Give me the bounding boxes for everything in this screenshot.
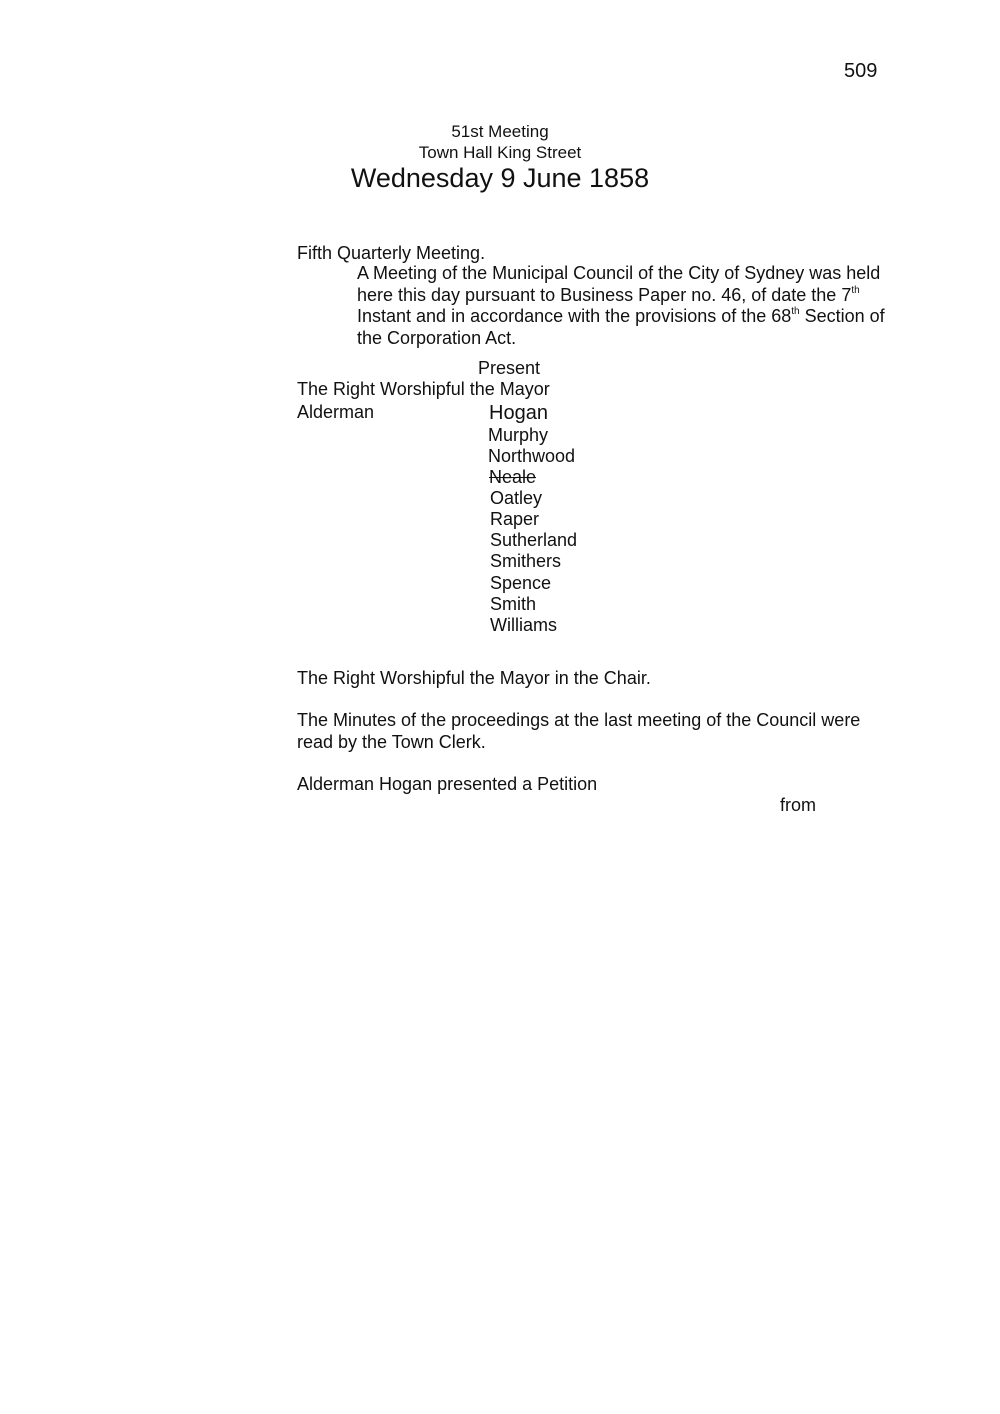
alderman-name: Smithers (490, 551, 562, 571)
mayor-attendee: The Right Worshipful the Mayor (297, 379, 550, 399)
ordinal-suffix: th (791, 306, 800, 317)
intro-line: A Meeting of the Municipal Council of the City of Sydney was held (357, 263, 881, 283)
intro-line (357, 285, 917, 307)
intro-text: Section of (799, 306, 885, 326)
meeting-venue: Town Hall King Street (418, 143, 582, 162)
alderman-name: Murphy (488, 425, 549, 445)
minutes-paragraph (297, 710, 897, 753)
minutes-line: read by the Town Clerk. (297, 731, 486, 752)
ordinal-suffix: th (851, 284, 860, 296)
intro-paragraph (357, 263, 917, 349)
present-label: Present (478, 358, 541, 378)
alderman-name: Northwood (488, 446, 576, 466)
section-title: Fifth Quarterly Meeting. (297, 243, 486, 263)
intro-line (357, 306, 917, 328)
petition-statement: Alderman Hogan presented a Petition (297, 774, 598, 794)
alderman-name: Raper (490, 509, 540, 529)
alderman-name: Williams (490, 615, 557, 635)
alderman-name: Neale (489, 467, 537, 487)
alderman-name: Spence (490, 573, 552, 593)
alderman-name: Oatley (490, 488, 543, 508)
alderman-name: Smith (490, 594, 537, 614)
minutes-line: The Minutes of the proceedings at the last meeting of the Council were (297, 710, 861, 730)
alderman-name: Sutherland (490, 530, 578, 550)
alderman-label: Alderman (297, 402, 375, 422)
intro-text: Instant and in accordance with the provisions of the 68 (357, 306, 792, 326)
intro-line: the Corporation Act. (357, 327, 517, 348)
intro-text: here this day pursuant to Business Paper no. 46, of date the 7 (357, 284, 852, 305)
chair-statement: The Right Worshipful the Mayor in the Chair. (297, 668, 651, 688)
catchword: from (780, 795, 816, 815)
meeting-date-heading: Wednesday 9 June 1858 (350, 163, 650, 193)
page-number: 509 (844, 60, 878, 82)
alderman-name: Hogan (489, 402, 548, 424)
meeting-number: 51st Meeting (451, 122, 549, 141)
